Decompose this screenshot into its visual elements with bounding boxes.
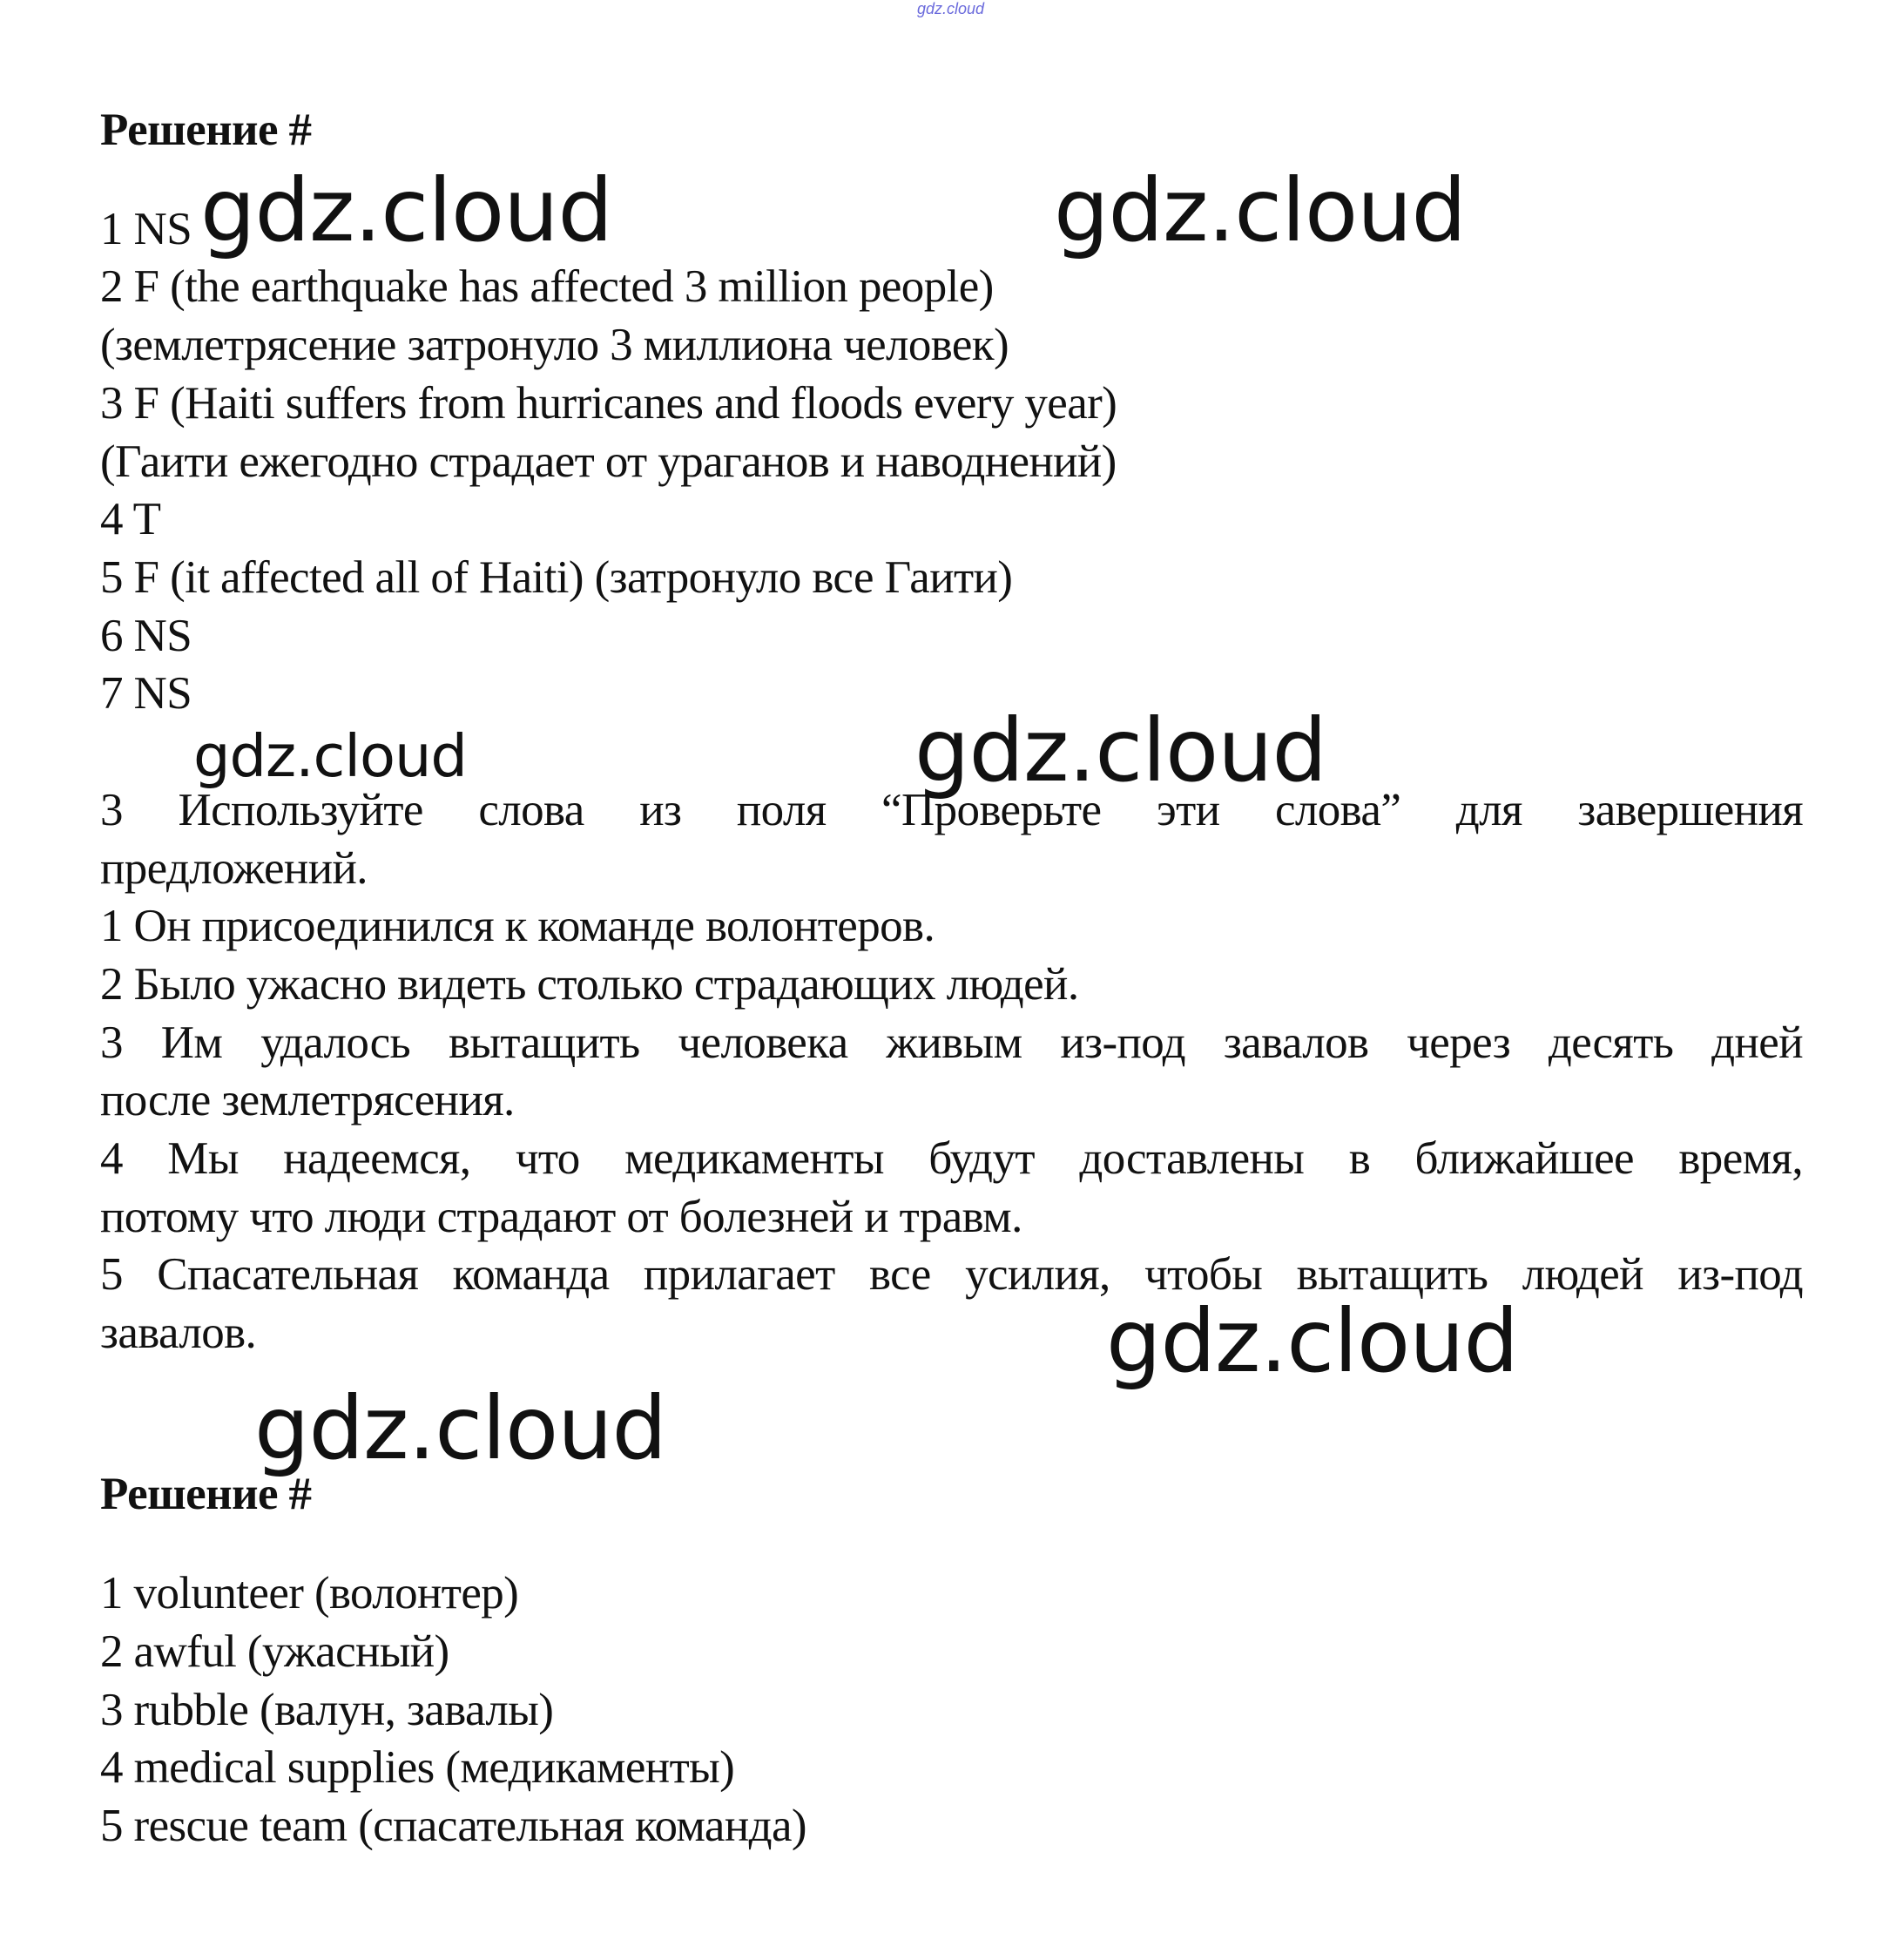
answer-line: 6 NS	[100, 611, 192, 661]
sentence-line: завалов.	[100, 1308, 257, 1358]
answer-line: 5 F (it affected all of Haiti) (затронуло все Гаити)	[100, 552, 1013, 603]
sentence-line: 4 Мы надеемся, что медикаменты будут доставлены в ближайшее время,	[100, 1133, 1803, 1184]
watermark: gdz.cloud	[254, 1377, 667, 1479]
task3-instruction-cont: предложений.	[100, 843, 368, 894]
answer-line: (Гаити ежегодно страдает от ураганов и наводнений)	[100, 436, 1117, 487]
sentence-line: 5 Спасательная команда прилагает все усилия, чтобы вытащить людей из-под	[100, 1249, 1803, 1300]
answer-line: 4 T	[100, 494, 161, 544]
sentence-line: потому что люди страдают от болезней и травм.	[100, 1192, 1022, 1242]
sentence-line: 3 Им удалось вытащить человека живым из-под завалов через десять дней	[100, 1017, 1803, 1068]
vocab-line: 1 volunteer (волонтер)	[100, 1568, 519, 1619]
vocab-line: 3 rubble (валун, завалы)	[100, 1685, 554, 1735]
watermark: gdz.cloud	[1054, 159, 1467, 261]
answer-line: (землетрясение затронуло 3 миллиона человек)	[100, 320, 1009, 370]
answer-line: 3 F (Haiti suffers from hurricanes and floods every year)	[100, 378, 1117, 429]
task3-instruction: 3 Используйте слова из поля “Проверьте эти слова” для завершения	[100, 785, 1803, 835]
section1-heading: Решение #	[100, 105, 312, 155]
answer-line: 7 NS	[100, 668, 192, 719]
answer-line: 1 NS	[100, 204, 192, 254]
answer-line: 2 F (the earthquake has affected 3 million people)	[100, 261, 994, 312]
sentence-line: 2 Было ужасно видеть столько страдающих людей.	[100, 959, 1079, 1010]
watermark: gdz.cloud	[200, 159, 613, 261]
section2-heading: Решение #	[100, 1469, 312, 1519]
vocab-line: 5 rescue team (спасательная команда)	[100, 1801, 806, 1851]
sentence-line: 1 Он присоединился к команде волонтеров.	[100, 901, 935, 951]
top-watermark: gdz.cloud	[917, 0, 985, 17]
watermark: gdz.cloud	[914, 700, 1327, 801]
sentence-line: после землетрясения.	[100, 1075, 515, 1125]
vocab-line: 4 medical supplies (медикаменты)	[100, 1742, 735, 1793]
watermark: gdz.cloud	[193, 722, 467, 790]
vocab-line: 2 awful (ужасный)	[100, 1626, 449, 1677]
watermark: gdz.cloud	[1106, 1290, 1519, 1392]
